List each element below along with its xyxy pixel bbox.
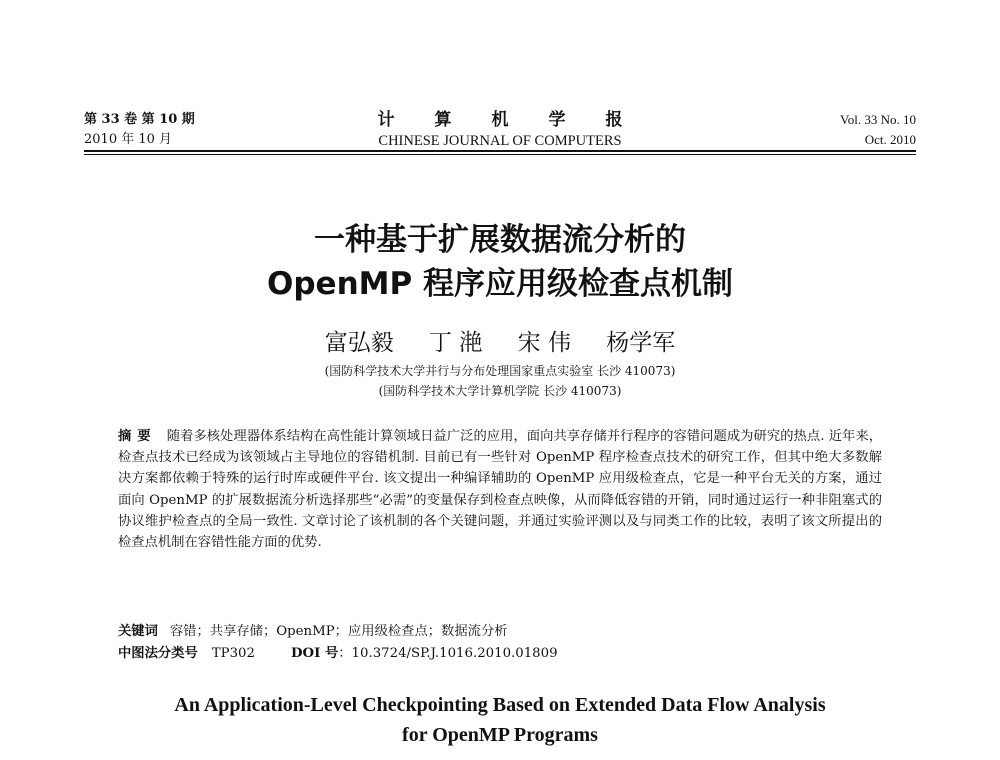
volume-issue: 第 33 卷 第 10 期 bbox=[84, 112, 195, 127]
doi-label: DOI 号 bbox=[290, 646, 339, 661]
issue-date: 2010 年 10 月 bbox=[84, 132, 173, 147]
title-line-1: 一种基于扩展数据流分析的 bbox=[314, 222, 686, 258]
journal-header bbox=[84, 110, 916, 150]
paper-title bbox=[0, 218, 1000, 306]
keywords-label: 关键词 bbox=[118, 624, 158, 639]
author-list bbox=[0, 328, 1000, 358]
abstract bbox=[118, 426, 882, 553]
english-title-line-2: for OpenMP Programs bbox=[402, 724, 598, 746]
volume-issue-en: Vol. 33 No. 10 bbox=[840, 112, 916, 127]
doi-value: 10.3724/SP.J.1016.2010.01809 bbox=[351, 646, 558, 661]
issue-info-en bbox=[840, 110, 916, 150]
author: 丁 滟 bbox=[429, 330, 483, 356]
author: 宋 伟 bbox=[517, 330, 571, 356]
affiliation-1: (国防科学技术大学并行与分布处理国家重点实验室 长沙 410073) bbox=[324, 364, 676, 378]
doi: DOI 号：10.3724/SP.J.1016.2010.01809 bbox=[290, 646, 558, 661]
english-title-line-1: An Application-Level Checkpointing Based on Extended Data Flow Analysis bbox=[174, 694, 826, 716]
journal-name bbox=[84, 110, 916, 151]
journal-name-en: CHINESE JOURNAL OF COMPUTERS bbox=[378, 133, 622, 149]
classification-label: 中图法分类号 bbox=[118, 646, 198, 661]
abstract-label: 摘要 bbox=[118, 429, 157, 444]
affiliation-2: (国防科学技术大学计算机学院 长沙 410073) bbox=[378, 384, 622, 398]
title-line-2: OpenMP 程序应用级检查点机制 bbox=[267, 266, 733, 302]
classification-line bbox=[118, 644, 882, 664]
author: 富弘毅 bbox=[324, 330, 394, 356]
header-rule-thin bbox=[84, 154, 916, 155]
journal-name-cn: 计算机学报 bbox=[377, 110, 663, 130]
header-rule-thick bbox=[84, 150, 916, 152]
author: 杨学军 bbox=[606, 330, 676, 356]
keywords bbox=[118, 622, 882, 642]
keywords-text: 容错；共享存储；OpenMP；应用级检查点；数据流分析 bbox=[169, 624, 508, 639]
english-title bbox=[0, 690, 1000, 750]
abstract-text: 随着多核处理器体系结构在高性能计算领域日益广泛的应用，面向共享存储并行程序的容错问题成为研究的热点. 近年来，检查点技术已经成为该领域占主导地位的容错机制. 目前已有一些针对 OpenMP 程序检查点技术的研究工作，但其中绝大多数解决方案都依赖于特殊的运行时库或硬件平台. 该文提出一种编译辅助的 OpenMP 应用级检查点，它是一种平台无关的方案，通过面向 OpenMP 的扩展数据流分析选择那些“必需”的变量保存到检查点映像，从而降低容错的开销，同时通过运行一种非阻塞式的协议维护检查点的全局一致性. 文章讨论了该机制的各个关键问题，并通过实验评测以及与同类工作的比较，表明了该文所提出的检查点机制在容错性能方面的优势. bbox=[118, 429, 883, 551]
issue-date-en: Oct. 2010 bbox=[864, 132, 916, 147]
classification-value: TP302 bbox=[211, 646, 255, 661]
